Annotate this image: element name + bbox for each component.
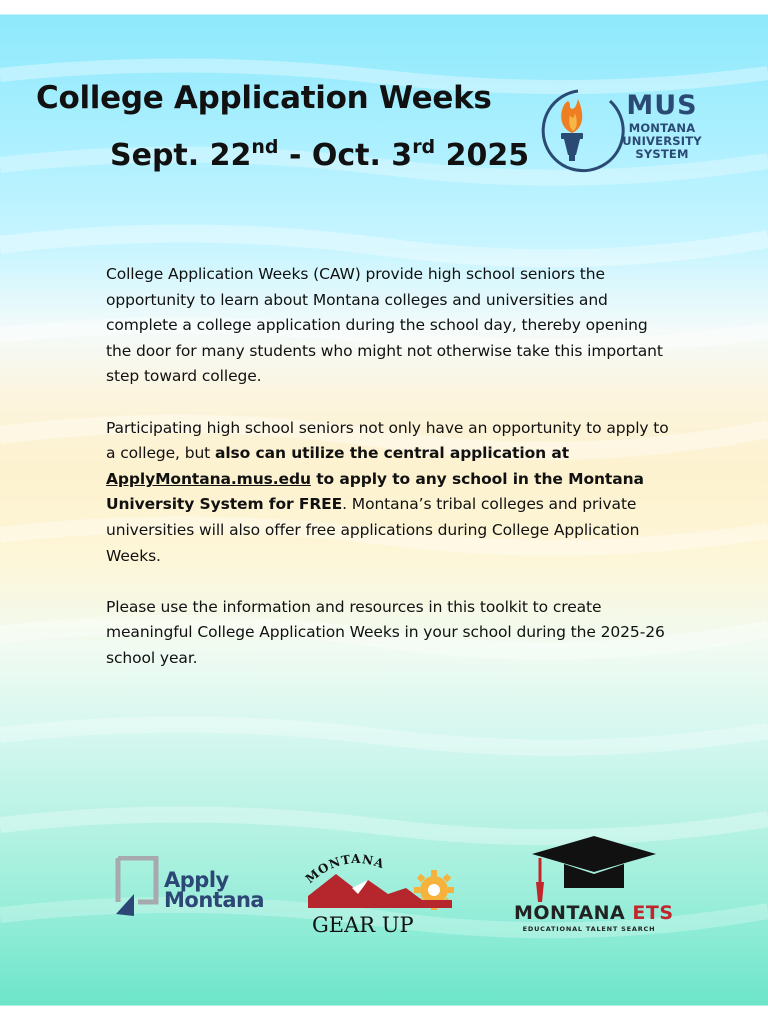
- ets-word-ets: ETS: [632, 902, 674, 924]
- apply-montana-line-2: Montana: [164, 888, 265, 912]
- end-date: Oct. 3: [311, 138, 413, 173]
- apply-montana-wordmark: [164, 870, 264, 910]
- start-date-suffix: nd: [251, 136, 279, 158]
- paragraph-apply-bold-2: to apply to any school in the Montana University System for FREE: [106, 469, 644, 514]
- paragraph-apply: [106, 416, 676, 570]
- paragraph-intro: College Application Weeks (CAW) provide high school seniors the opportunity to learn about Montana colleges and universities and complete a college application during the school day, thereby opening the door for many students who might not otherwise take this important step toward college.: [106, 265, 663, 386]
- gear-up-bottom-text: GEAR UP: [312, 913, 414, 937]
- mus-line-2: UNIVERSITY: [622, 134, 702, 148]
- apply-montana-line-1: Apply: [164, 868, 229, 892]
- gear-up-logo: [302, 848, 462, 938]
- event-year: 2025: [435, 138, 530, 173]
- gear-up-top-text: MONTANA: [302, 852, 387, 887]
- paragraph-apply-bold-1: also can utilize the central application at: [214, 444, 570, 463]
- paragraph-apply-text-1: Participating high school seniors not only have an opportunity to apply to a college, but: [106, 418, 669, 463]
- date-separator: -: [278, 138, 312, 173]
- body-text: [106, 262, 676, 697]
- event-dates: [110, 138, 529, 173]
- mus-logo-text: [612, 90, 712, 161]
- mus-line-1: MONTANA: [628, 121, 696, 135]
- ets-word-montana: MONTANA: [514, 902, 626, 924]
- mus-line-3: SYSTEM: [635, 147, 689, 161]
- paragraph-apply-text-2: . Montana’s tribal colleges and private universities will also offer free applications during College Application Weeks.: [106, 495, 640, 565]
- page-title: College Application Weeks: [36, 80, 492, 116]
- end-date-suffix: rd: [412, 136, 436, 158]
- mus-abbr: MUS: [626, 90, 698, 121]
- ets-tagline: EDUCATIONAL TALENT SEARCH: [522, 925, 656, 933]
- ets-wordmark: [514, 902, 674, 933]
- start-date: Sept. 22: [110, 138, 252, 173]
- apply-montana-link[interactable]: ApplyMontana.mus.edu: [106, 469, 311, 488]
- paragraph-toolkit: Please use the information and resources in this toolkit to create meaningful College Application Weeks in your school during the 2025-26 school year.: [106, 597, 665, 667]
